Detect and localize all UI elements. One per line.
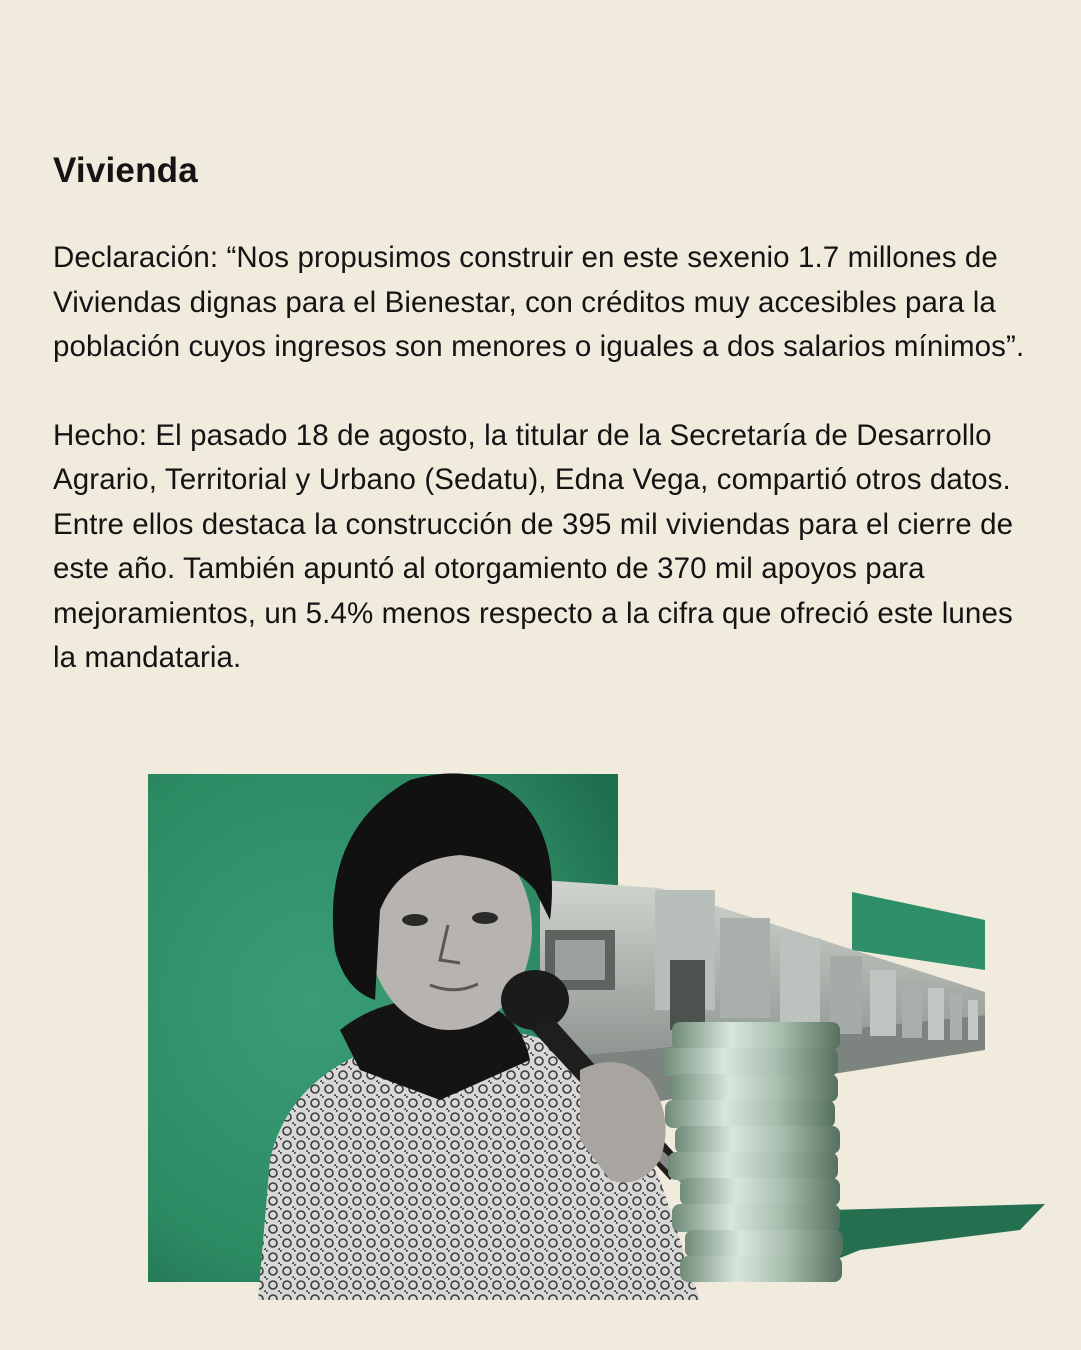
photo-collage	[140, 760, 1060, 1300]
section-title: Vivienda	[53, 151, 198, 190]
coin-stack	[662, 1022, 843, 1282]
declaration-paragraph: Declaración: “Nos propusimos construir en este sexenio 1.7 millones de Viviendas dignas para el Bienestar, con créditos muy accesibles para la población cuyos ingresos son menores o iguales a dos salarios mínimos”.	[53, 241, 1025, 363]
article-content	[53, 148, 1033, 681]
fact-paragraph: Hecho: El pasado 18 de agosto, la titular de la Secretaría de Desarrollo Agrario, Territorial y Urbano (Sedatu), Edna Vega, compartió otros datos. Entre ellos destaca la construcción de 395 mil viviendas para el cierre de este año. También apuntó al otorgamiento de 370 mil apoyos para mejoramientos, un 5.4% menos respecto a la cifra que ofreció este lunes la mandataria.	[53, 418, 1014, 674]
